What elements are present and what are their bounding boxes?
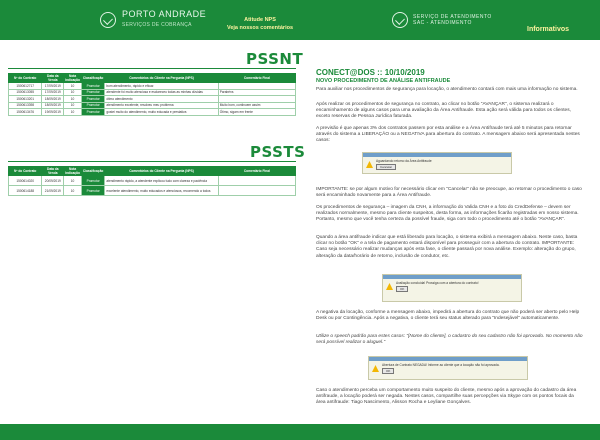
header-bar	[0, 0, 600, 40]
col-contract: Nº do Contrato	[9, 74, 42, 83]
article-paragraph: Quando a área antifraude indicar que está liberado para locação, o sistema exibirá a mensagem abaixo. Neste caso, basta clicar no botão "OK" e a tela de pagamento estará disponível para prosseguir com a abertura do contrato. IMPORTANTE: Caso seja necessário realizar mudanças após esta fase, o cliente passará por nova análise. Exemplo: alteração do grupo, alteração da data/horário de retorno, inclusão de condutor, etc.	[316, 235, 578, 259]
pssts-divider	[8, 161, 296, 162]
article-paragraph: Após realizar os procedimentos de segurança no contrato, ao clicar no botão "AVANÇAR", o sistema realizará o encaminhamento de alguns casos para uma avaliação da Área Antifraude. Esta ação será válida para todos os clientes, exceto reservas de Pessoa Jurídica faturada.	[316, 102, 571, 120]
article-paragraph: A negativa da locação, conforme a mensagem abaixo, impedirá a abertura do contrato que não poderá ser aberto pelo Help Desk ou por Contingência. Após a negativa, o cliente terá seu status alterado para "Indesejável" automaticamente.	[316, 310, 580, 322]
pssts-table	[8, 166, 296, 196]
article-paragraph: A previsão é que apenas 3% dos contratos passem por esta análise e a Área Antifraude terá até 5 minutos para retornar através do sistema a LIBERAÇÃO ou a NEGATIVA para abertura do contrato. A mensagem abaixo será apresentada nestes casos:	[316, 126, 580, 144]
article-paragraph: Para auxiliar nos procedimentos de segurança para locação, o atendimento contará com mais uma informação no sistema.	[316, 87, 578, 92]
article-paragraph: IMPORTANTE: se por algum motivo for necessário clicar em "Cancelar" não se preocupe, ao retornar o procedimento o caso será encaminhado novamente para a Área Antifraude.	[316, 187, 582, 199]
col-date: Data da Venda	[42, 74, 64, 83]
col-comment: Comentários do Cliente na Pergunta (NPS)	[105, 74, 218, 83]
col-date: Data da Venda	[42, 167, 64, 176]
article-subtitle: NOVO PROCEDIMENTO DE ANÁLISE ANTIFRAUDE	[316, 78, 451, 84]
dialog-message: Abertura de Contrato NEGADA! Informe ao cliente que a locação não foi aprovada.	[382, 363, 500, 367]
check-circle-icon	[392, 12, 408, 28]
service-logo-subtitle: SAC - ATENDIMENTO	[413, 20, 472, 26]
col-class: Classificação	[81, 74, 104, 83]
warning-icon	[386, 283, 393, 290]
dialog-ok-button: OK	[382, 368, 394, 374]
col-final: Comentário Final	[218, 167, 295, 176]
informativos-title: Informativos	[527, 26, 570, 33]
table-row: 1500613476 19/09/2019 10 Promotor gostei muito do atendimento, muito educada e prestativa Ótimo, sigam em frente	[9, 109, 296, 116]
article-date: CONECT@DOS :: 10/10/2019	[316, 68, 425, 77]
article-paragraph: Utilize o speech padrão para estes casos: "[Nome do cliente], o cadastro do seu cadastro não foi aprovado. No momento não será possível realizar o aluguel."	[316, 334, 583, 346]
table-row: 1500614020 20/09/2019 10 Promotor atendimento rápido, a atendente explicou tudo com clareza e paciência	[9, 176, 296, 186]
col-comment: Comentários do Cliente na Pergunta (NPS)	[105, 167, 218, 176]
col-final: Comentário Final	[218, 74, 295, 83]
company-logo	[100, 8, 220, 32]
article-paragraph: Caso o atendimento perceba um comportamento muito suspeito do cliente, mesmo após a aprovação do cadastro da área antifraude, a locação poderá ser negada. Nestes casos, compartilhe suas percepções via Skype com os pontos focais da área antifraude: Tiago Nascimento, Alisson Rocha e Leyliane Gonçalves.	[316, 388, 577, 406]
screenshot-denied-dialog	[368, 356, 528, 380]
news-article	[306, 54, 596, 424]
dialog-cancel-button: Cancelar	[376, 164, 396, 170]
screenshot-approved-dialog	[382, 274, 522, 302]
screenshot-pending-dialog	[362, 152, 512, 174]
newsletter-title-line1: Atitude NPS	[244, 17, 276, 23]
col-class: Classificação	[81, 167, 104, 176]
service-logo-name: SERVIÇO DE ATENDIMENTO	[413, 14, 492, 20]
company-logo-name: PORTO ANDRADE	[122, 9, 207, 19]
newsletter-title-line2: Veja nossos comentários	[226, 25, 294, 31]
dialog-message: Avaliação concluída! Prossiga com a abertura do contrato!	[396, 281, 479, 285]
table-row: 1500613398 18/09/2019 10 Promotor atendimento excelente, resolveu meu problema Muito bom, continuem assim	[9, 102, 296, 109]
dialog-message: Aguardando retorno da Área Antifraude	[376, 159, 432, 163]
pssnt-title: PSSNT	[246, 50, 304, 68]
table-row: 1500613055 17/09/2019 10 Promotor atendente foi muito atenciosa e esclareceu todas as minhas dúvidas Parabéns	[9, 89, 296, 96]
footer-bar	[0, 424, 600, 440]
table-row: 1500614188 21/09/2019 10 Promotor excelente atendimento, muito educados e atenciosos, recomendo a todos	[9, 186, 296, 196]
table-row: 1500612717 17/09/2019 10 Promotor bom atendimento, rápido e eficaz	[9, 83, 296, 90]
newsletter-title	[220, 16, 300, 32]
service-logo	[392, 10, 522, 30]
pssnt-table	[8, 73, 296, 116]
dialog-ok-button: OK	[396, 286, 408, 292]
article-paragraph: Os procedimentos de segurança – imagem da CNH, a informação do Valida CNH e a foto do CredDefense – devem ser realizados normalmente, mesmo para cliente suspeitos, desta forma, as informações ficarão registradas em nosso sistema. Portanto, mesmo que você tenha certeza da possível fraude, siga com todo o procedimento até o botão "AVANÇAR".	[316, 205, 579, 223]
pssts-title: PSSTS	[250, 143, 306, 161]
pssnt-divider	[8, 68, 296, 69]
table-row: 1500613201 18/09/2019 10 Promotor ótimo atendimento	[9, 96, 296, 103]
col-score: Nota Indicação	[65, 167, 80, 175]
check-circle-icon	[100, 12, 116, 28]
warning-icon	[372, 365, 379, 372]
col-score: Nota Indicação	[65, 74, 80, 82]
warning-icon	[366, 161, 373, 168]
col-contract: Nº do Contrato	[9, 167, 42, 176]
company-logo-subtitle: SERVIÇOS DE COBRANÇA	[122, 22, 192, 28]
